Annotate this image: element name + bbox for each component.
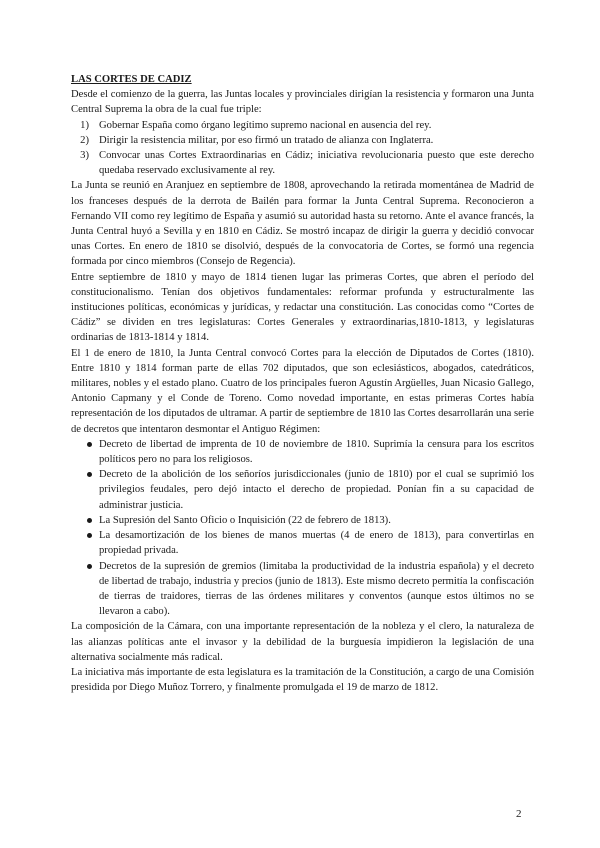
decrees-paragraph: El 1 de enero de 1810, la Junta Central convocó Cortes para la elección de Diputados de Cortes (1810). Entre 1810 y 1814 forman parte de ellas 702 diputados, que son eclesiásticos, abogados, catedráticos, militares, nobles y el estado plano. Cuatro de los principales fueron Agustín Argüelles, Juan Nicasio Gallego, Antonio Capmany y el Conde de Toreno. Como novedad importante, en estas primeras Cortes había representación de los diputados de ultramar. A partir de septiembre de 1810 las Cortes desarrollarán una serie de decretos que intentaron desmontar el Antiguo Régimen: — [71, 347, 534, 435]
document-title: LAS CORTES DE CADIZ — [71, 74, 192, 85]
junta-functions-list — [71, 118, 534, 179]
constitution-paragraph: La iniciativa más importante de esta legislatura es la tramitación de la Constitución, a cargo de una Comisión presidida por Diego Muñoz Torrero, y finalmente promulgada el 19 de marzo de 1812. — [71, 666, 534, 694]
list-number: 3) — [80, 150, 89, 162]
list-item-text: Convocar unas Cortes Extraordinarias en Cádiz; iniciativa revolucionaria puesto que este derecho quedaba reservado exclusivamente al rey. — [99, 150, 534, 177]
bullet-icon — [87, 564, 92, 569]
bullet-text: La desamortización de los bienes de manos muertas (4 de enero de 1813), para convertirlas en propiedad privada. — [99, 530, 534, 557]
composition-paragraph: La composición de la Cámara, con una importante representación de la nobleza y el clero, la naturaleza de las alianzas políticas ante el invasor y la debilidad de la burguesía impidieron la legislación de una alternativa socialmente más radical. — [71, 621, 534, 663]
junta-paragraph: La Junta se reunió en Aranjuez en septiembre de 1808, aprovechando la retirada momentánea de Madrid de los franceses después de la derrota de Bailén para formar la Junta Central Suprema. Reconocieron a Fernando VII como rey legítimo de España y asumió su autoridad hasta su retorno. Ante el avance francés, la Junta Central huyó a Sevilla y en 1810 en Cádiz. Se mostró incapaz de dirigir la guerra y decidió convocar unas Cortes. En enero de 1810 se disolvió, después de la convocatoria de Cortes, se formó una regencia formada por cinco miembros (Consejo de Regencia). — [71, 180, 534, 268]
bullet-icon — [87, 472, 92, 477]
bullet-list-item — [71, 437, 534, 467]
numbered-list-item — [71, 133, 534, 148]
bullet-list-item — [71, 528, 534, 558]
decrees-list — [71, 437, 534, 619]
bullet-text: La Supresión del Santo Oficio o Inquisición (22 de febrero de 1813). — [99, 514, 391, 526]
bullet-text: Decreto de la abolición de los señoríos jurisdiccionales (junio de 1810) por el cual se suprimió los privilegios feudales, pero dejó intacto el derecho de propiedad. Ponían fin a su capacidad de administrar justicia. — [99, 469, 534, 511]
list-number: 1) — [80, 119, 89, 131]
bullet-list-item — [71, 467, 534, 513]
numbered-list-item — [71, 118, 534, 133]
document-page — [71, 72, 534, 695]
bullet-list-item — [71, 513, 534, 528]
bullet-text: Decretos de la supresión de gremios (limitaba la productividad de la industria española) y el decreto de libertad de trabajo, industria y precios (junio de 1813). Este mismo decreto permitía la confiscación de tierras de traidores, tierras de las órdenes militares y conventos (aunque estos últimos no se llevaron a cabo). — [99, 560, 534, 618]
list-number: 2) — [80, 134, 89, 146]
bullet-icon — [87, 518, 92, 523]
bullet-text: Decreto de libertad de imprenta de 10 de noviembre de 1810. Suprimía la censura para los escritos políticos pero no para los religiosos. — [99, 438, 534, 466]
intro-paragraph: Desde el comienzo de la guerra, las Juntas locales y provinciales dirigían la resistencia y formaron una Junta Central Suprema la obra de la cual fue triple: — [71, 89, 534, 116]
list-item-text: Dirigir la resistencia militar, por eso firmó un tratado de alianza con Inglaterra. — [99, 134, 434, 146]
bullet-icon — [87, 533, 92, 538]
page-number: 2 — [516, 808, 522, 820]
numbered-list-item — [71, 148, 534, 178]
cortes-paragraph: Entre septiembre de 1810 y mayo de 1814 tienen lugar las primeras Cortes, que abren el período del constitucionalismo. Tenían dos objetivos fundamentales: reformar profunda y estructuralmente las instituciones políticas, económicas y jurídicas, y redactar una constitución. Las conocidas como “Cortes de Cádiz” se dividen en tres legislaturas: Cortes Generales y extraordinarias,1810-1813, y legislaturas ordinarias de 1813-1814 y 1814. — [71, 271, 534, 344]
bullet-list-item — [71, 559, 534, 620]
bullet-icon — [87, 442, 92, 447]
list-item-text: Gobernar España como órgano legítimo supremo nacional en ausencia del rey. — [99, 119, 432, 131]
